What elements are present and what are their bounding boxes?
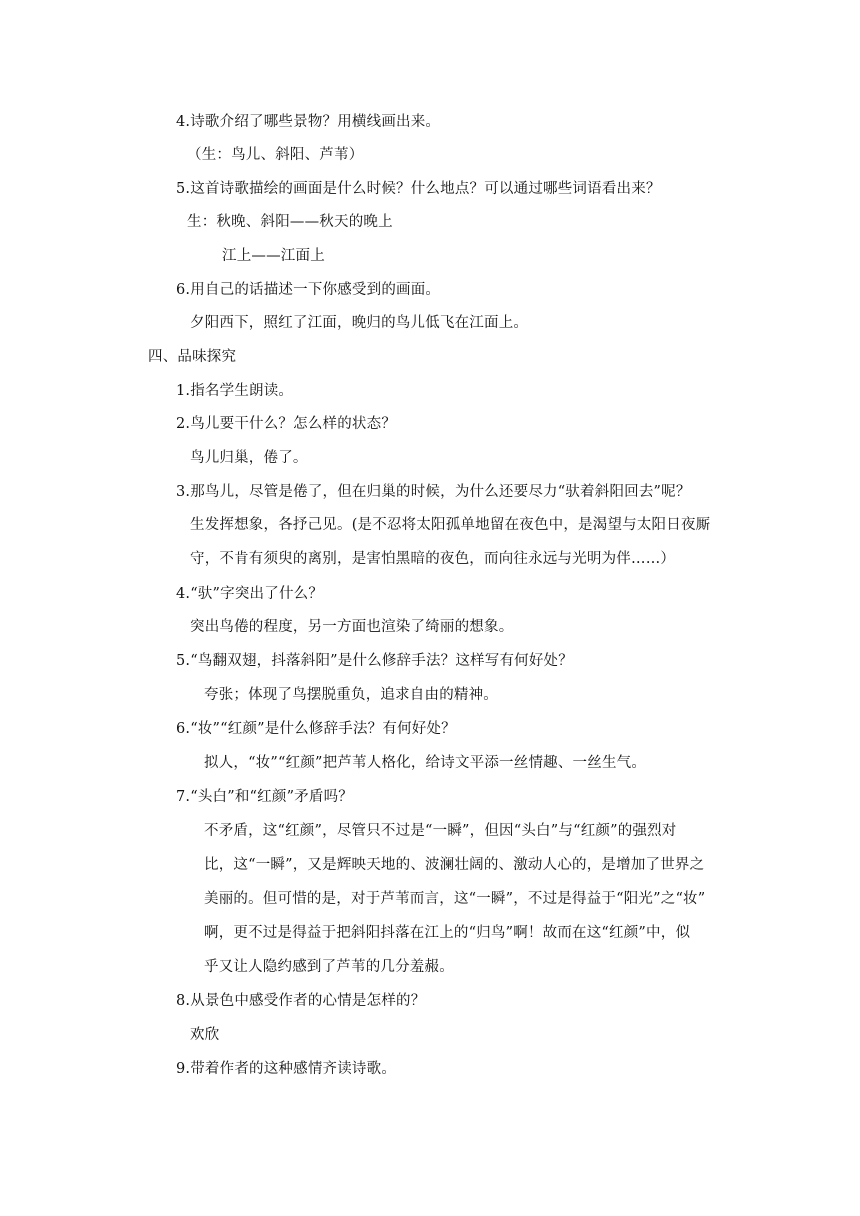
step-6-answer: 拟人，“妆”“红颜”把芦苇人格化，给诗文平添一丝情趣、一丝生气。 <box>204 755 647 771</box>
step-5-answer: 夸张；体现了鸟摆脱重负，追求自由的精神。 <box>204 687 498 703</box>
step-5: 5.“鸟翻双翅，抖落斜阳”是什么修辞手法？这样写有何好处？ <box>176 653 573 669</box>
answer-5-line-1: 生：秋晚、斜阳——秋天的晚上 <box>187 214 393 230</box>
step-8: 8.从景色中感受作者的心情是怎样的？ <box>176 993 426 1009</box>
step-3-answer-line-2: 守，不肯有须臾的离别，是害怕黑暗的夜色，而向往永远与光明为伴……） <box>190 551 676 567</box>
step-7: 7.“头白”和“红颜”矛盾吗？ <box>176 789 353 805</box>
step-2-answer: 鸟儿归巢，倦了。 <box>190 450 308 466</box>
question-6: 6.用自己的话描述一下你感受到的画面。 <box>176 282 441 298</box>
step-9: 9.带着作者的这种感情齐读诗歌。 <box>176 1061 397 1077</box>
step-8-answer: 欢欣 <box>190 1027 220 1043</box>
step-3: 3.那鸟儿，尽管是倦了，但在归巢的时候，为什么还要尽力“驮着斜阳回去”呢？ <box>176 484 691 500</box>
step-1: 1.指名学生朗读。 <box>176 383 294 399</box>
step-7-answer-line-2: 比，这“一瞬”，又是辉映天地的、波澜壮阔的、激动人心的，是增加了世界之 <box>204 857 705 873</box>
step-2: 2.鸟儿要干什么？怎么样的状态？ <box>176 416 397 432</box>
step-6: 6.“妆”“红颜”是什么修辞手法？有何好处？ <box>176 721 456 737</box>
step-3-answer-line-1: 生发挥想象，各抒己见。(是不忍将太阳孤单地留在夜色中，是渴望与太阳日夜厮 <box>190 517 711 533</box>
answer-6: 夕阳西下，照红了江面，晚归的鸟儿低飞在江面上。 <box>190 315 529 331</box>
answer-4: （生：鸟儿、斜阳、芦苇） <box>187 147 364 163</box>
question-5: 5.这首诗歌描绘的画面是什么时候？什么地点？可以通过哪些词语看出来？ <box>176 181 661 197</box>
step-7-answer-line-3: 美丽的。但可惜的是，对于芦苇而言，这“一瞬”，不过是得益于“阳光”之“妆” <box>204 891 706 907</box>
answer-5-line-2: 江上——江面上 <box>222 248 325 264</box>
step-7-answer-line-1: 不矛盾，这“红颜”，尽管只不过是“一瞬”，但因“头白”与“红颜”的强烈对 <box>204 823 677 839</box>
step-7-answer-line-4: 啊，更不过是得益于把斜阳抖落在江上的“归鸟”啊！故而在这“红颜”中，似 <box>204 925 691 941</box>
section-heading-4: 四、品味探究 <box>148 349 237 365</box>
question-4: 4.诗歌介绍了哪些景物？用横线画出来。 <box>176 114 441 130</box>
step-4: 4.“驮”字突出了什么？ <box>176 586 324 602</box>
step-4-answer: 突出鸟倦的程度，另一方面也渲染了绮丽的想象。 <box>190 619 514 635</box>
step-7-answer-line-5: 乎又让人隐约感到了芦苇的几分羞赧。 <box>204 959 454 975</box>
